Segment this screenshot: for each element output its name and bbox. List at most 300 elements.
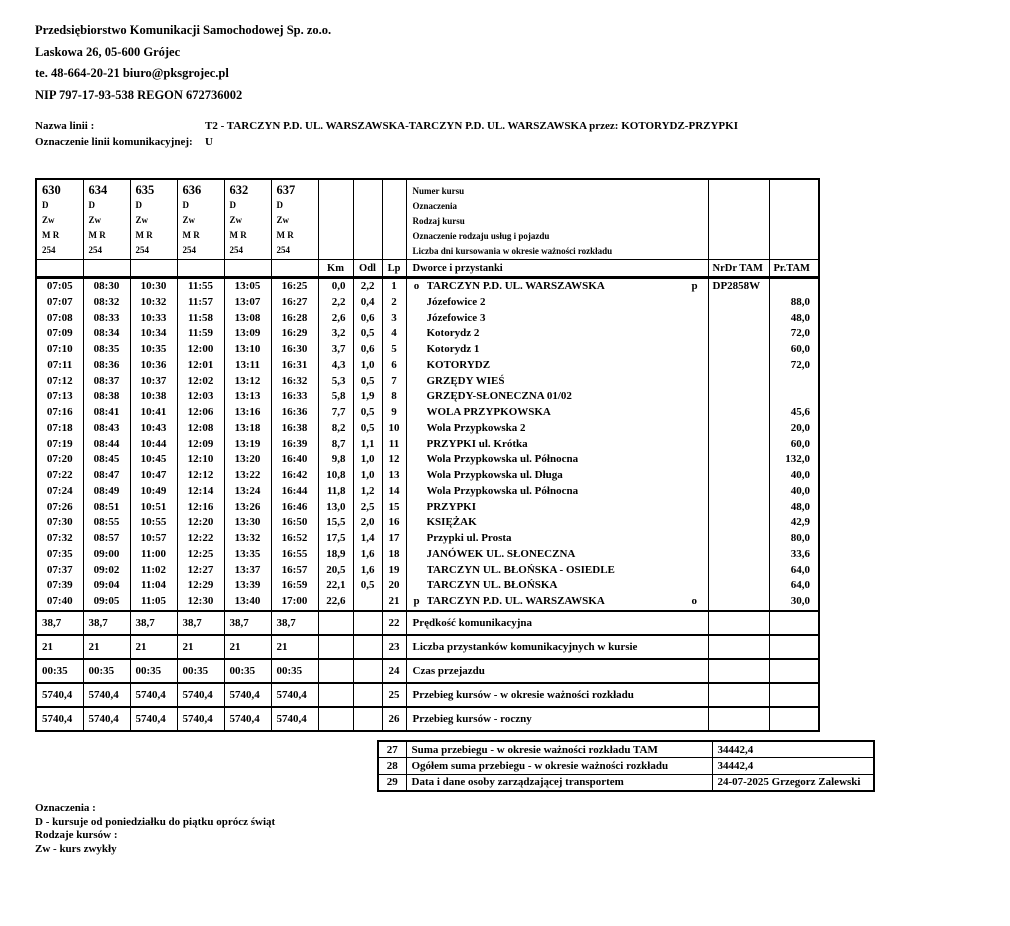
pr-cell: 132,0 (769, 452, 819, 468)
time-cell: 08:51 (83, 500, 130, 516)
table-row (36, 452, 819, 468)
totals-lp: 28 (378, 758, 406, 775)
pr-cell: 60,0 (769, 342, 819, 358)
summary-lp: 25 (382, 683, 406, 707)
lp-cell: 19 (382, 563, 406, 579)
time-cell: 10:32 (130, 295, 177, 311)
summary-value: 21 (177, 635, 224, 659)
odl-cell: 1,4 (353, 531, 382, 547)
header-label-line: Numer kursu (412, 186, 465, 196)
summary-value: 5740,4 (83, 683, 130, 707)
km-cell: 2,6 (318, 311, 353, 327)
summary-value: 38,7 (177, 611, 224, 635)
course-designation: D (229, 200, 236, 210)
table-row (36, 374, 819, 390)
pr-cell (769, 278, 819, 295)
table-row (36, 326, 819, 342)
summary-label: Przebieg kursów - w okresie ważności rozkładu (406, 683, 708, 707)
pr-cell: 64,0 (769, 578, 819, 594)
summary-value: 00:35 (271, 659, 318, 683)
course-number: 632 (229, 183, 249, 197)
station-name: TARCZYN P.D. UL. WARSZAWSKA (426, 595, 605, 607)
course-kind: Zw (135, 215, 149, 225)
time-cell: 13:18 (224, 421, 271, 437)
time-cell: 10:45 (130, 452, 177, 468)
time-cell: 13:35 (224, 547, 271, 563)
summary-value: 21 (271, 635, 318, 659)
summary-value: 38,7 (224, 611, 271, 635)
lp-cell: 3 (382, 311, 406, 327)
time-cell: 11:04 (130, 578, 177, 594)
time-cell: 12:12 (177, 468, 224, 484)
station-name: GRZĘDY-SŁONECZNA 01/02 (426, 390, 572, 403)
lp-cell: 9 (382, 405, 406, 421)
lp-cell: 16 (382, 515, 406, 531)
course-days-count: 254 (42, 245, 56, 255)
pr-cell: 42,9 (769, 515, 819, 531)
time-cell: 07:24 (36, 484, 83, 500)
course-designation: D (88, 200, 95, 210)
station-name: Kotorydz 2 (426, 327, 480, 340)
pr-cell: 30,0 (769, 594, 819, 611)
time-cell: 07:13 (36, 389, 83, 405)
station-cell (406, 295, 708, 311)
time-cell: 12:03 (177, 389, 224, 405)
station-name: PRZYPKI (426, 500, 476, 513)
time-cell: 07:35 (36, 547, 83, 563)
nrdr-cell (708, 515, 769, 531)
nrdr-cell (708, 374, 769, 390)
time-cell: 07:40 (36, 594, 83, 611)
km-cell: 8,2 (318, 421, 353, 437)
station-suffix-mark: o (691, 595, 697, 607)
table-row (36, 405, 819, 421)
summary-value: 00:35 (130, 659, 177, 683)
table-row (36, 484, 819, 500)
time-cell: 13:22 (224, 468, 271, 484)
header-label-line: Oznaczenie rodzaju usług i pojazdu (412, 231, 550, 241)
time-cell: 13:20 (224, 452, 271, 468)
legend-line: Oznaczenia : (35, 802, 96, 814)
nrdr-cell (708, 452, 769, 468)
km-cell: 4,3 (318, 358, 353, 374)
lp-cell: 15 (382, 500, 406, 516)
lp-cell: 14 (382, 484, 406, 500)
odl-cell: 1,0 (353, 452, 382, 468)
line-designation-value: U (205, 136, 213, 148)
timetable-header (36, 179, 819, 278)
station-cell (406, 326, 708, 342)
time-cell: 13:26 (224, 500, 271, 516)
course-days-count: 254 (182, 245, 196, 255)
course-header-cell (224, 179, 271, 260)
time-cell: 10:55 (130, 515, 177, 531)
course-header-cell (83, 179, 130, 260)
empty-header-odl (353, 179, 382, 260)
summary-value: 5740,4 (130, 683, 177, 707)
table-row (36, 295, 819, 311)
km-cell: 18,9 (318, 547, 353, 563)
line-name-label: Nazwa linii : (35, 120, 95, 132)
summary-value: 38,7 (83, 611, 130, 635)
summary-value: 21 (224, 635, 271, 659)
course-kind: Zw (88, 215, 102, 225)
legend-line: D - kursuje od poniedziałku do piątku oprócz świąt (35, 815, 276, 828)
nrdr-cell (708, 405, 769, 421)
time-cell: 08:43 (83, 421, 130, 437)
pr-cell: 80,0 (769, 531, 819, 547)
empty-header-lp (382, 179, 406, 260)
time-cell: 08:34 (83, 326, 130, 342)
course-number: 634 (88, 183, 108, 197)
pr-cell: 45,6 (769, 405, 819, 421)
column-header-pr: Pr.TAM (769, 260, 819, 278)
time-cell: 07:11 (36, 358, 83, 374)
station-name: GRZĘDY WIEŚ (426, 374, 505, 387)
summary-value: 00:35 (36, 659, 83, 683)
time-cell: 07:07 (36, 295, 83, 311)
nrdr-cell (708, 578, 769, 594)
table-row (36, 389, 819, 405)
empty-header-km (318, 179, 353, 260)
time-cell: 08:33 (83, 311, 130, 327)
time-cell: 12:09 (177, 437, 224, 453)
summary-value: 38,7 (130, 611, 177, 635)
lp-cell: 21 (382, 594, 406, 611)
time-cell: 10:41 (130, 405, 177, 421)
time-cell: 16:55 (271, 547, 318, 563)
pr-cell: 40,0 (769, 484, 819, 500)
time-cell: 11:02 (130, 563, 177, 579)
time-cell: 11:58 (177, 311, 224, 327)
time-cell: 12:08 (177, 421, 224, 437)
table-row (36, 500, 819, 516)
time-cell: 09:00 (83, 547, 130, 563)
column-header-stations: Dworce i przystanki (406, 260, 708, 278)
time-cell: 09:04 (83, 578, 130, 594)
lp-cell: 6 (382, 358, 406, 374)
time-cell: 08:49 (83, 484, 130, 500)
time-cell: 13:12 (224, 374, 271, 390)
time-cell: 09:02 (83, 563, 130, 579)
totals-table (377, 740, 875, 792)
station-prefix-mark: o (413, 280, 420, 292)
table-row (36, 311, 819, 327)
table-row (36, 421, 819, 437)
time-cell: 16:59 (271, 578, 318, 594)
time-cell: 07:26 (36, 500, 83, 516)
station-cell (406, 563, 708, 579)
time-cell: 08:36 (83, 358, 130, 374)
column-header-odl: Odl (353, 260, 382, 278)
lp-cell: 1 (382, 278, 406, 295)
time-cell: 12:10 (177, 452, 224, 468)
time-cell: 07:10 (36, 342, 83, 358)
time-cell: 16:30 (271, 342, 318, 358)
time-cell: 16:31 (271, 358, 318, 374)
time-cell: 07:37 (36, 563, 83, 579)
course-designation: D (42, 200, 49, 210)
totals-label: Data i dane osoby zarządzającej transportem (406, 774, 712, 791)
course-kind: Zw (276, 215, 290, 225)
station-name: Wola Przypkowska ul. Północna (426, 484, 579, 497)
time-cell: 12:27 (177, 563, 224, 579)
company-contact: te. 48-664-20-21 biuro@pksgrojec.pl (35, 66, 229, 81)
company-ids: NIP 797-17-93-538 REGON 672736002 (35, 88, 243, 103)
station-name: Józefowice 2 (426, 295, 486, 308)
nrdr-cell (708, 295, 769, 311)
time-cell: 12:22 (177, 531, 224, 547)
time-cell: 16:39 (271, 437, 318, 453)
empty-header-nrdr (708, 179, 769, 260)
time-cell: 07:32 (36, 531, 83, 547)
column-header-nrdr: NrDr TAM (708, 260, 769, 278)
time-cell: 11:05 (130, 594, 177, 611)
odl-cell: 1,0 (353, 358, 382, 374)
table-row (36, 531, 819, 547)
lp-cell: 4 (382, 326, 406, 342)
time-cell: 07:39 (36, 578, 83, 594)
summary-lp: 26 (382, 707, 406, 731)
time-cell: 13:37 (224, 563, 271, 579)
nrdr-cell (708, 531, 769, 547)
course-service-mark: M R (42, 230, 60, 240)
summary-label: Liczba przystanków komunikacyjnych w kursie (406, 635, 708, 659)
km-cell: 9,8 (318, 452, 353, 468)
station-cell (406, 578, 708, 594)
time-cell: 08:57 (83, 531, 130, 547)
course-header-cell (130, 179, 177, 260)
header-labels-cell (406, 179, 708, 260)
summary-lp: 22 (382, 611, 406, 635)
nrdr-cell (708, 342, 769, 358)
totals-value: 24-07-2025 Grzegorz Zalewski (712, 774, 874, 791)
summary-lp: 23 (382, 635, 406, 659)
table-row (36, 594, 819, 611)
time-cell: 13:40 (224, 594, 271, 611)
time-cell: 10:38 (130, 389, 177, 405)
empty-header-pr (769, 179, 819, 260)
odl-cell: 2,0 (353, 515, 382, 531)
timetable-table (35, 178, 820, 732)
nrdr-cell (708, 311, 769, 327)
km-cell: 2,2 (318, 295, 353, 311)
time-cell: 08:30 (83, 278, 130, 295)
time-cell: 10:43 (130, 421, 177, 437)
time-cell: 10:51 (130, 500, 177, 516)
lp-cell: 5 (382, 342, 406, 358)
time-cell: 13:09 (224, 326, 271, 342)
totals-lp: 27 (378, 741, 406, 758)
summary-lp: 24 (382, 659, 406, 683)
odl-cell: 0,5 (353, 578, 382, 594)
summary-value: 00:35 (177, 659, 224, 683)
nrdr-cell (708, 358, 769, 374)
station-cell (406, 500, 708, 516)
totals-label: Ogółem suma przebiegu - w okresie ważności rozkładu (406, 758, 712, 775)
course-designation: D (135, 200, 142, 210)
course-kind: Zw (182, 215, 196, 225)
time-cell: 16:27 (271, 295, 318, 311)
time-cell: 07:30 (36, 515, 83, 531)
time-cell: 12:00 (177, 342, 224, 358)
summary-value: 5740,4 (177, 707, 224, 731)
time-cell: 13:30 (224, 515, 271, 531)
nrdr-cell: DP2858W (708, 278, 769, 295)
station-name: KOTORYDZ (426, 358, 491, 371)
nrdr-cell (708, 594, 769, 611)
station-name: Przypki ul. Prosta (426, 532, 512, 544)
km-cell: 5,8 (318, 389, 353, 405)
course-service-mark: M R (182, 230, 200, 240)
totals-row (378, 741, 874, 758)
odl-cell: 0,5 (353, 405, 382, 421)
nrdr-cell (708, 484, 769, 500)
totals-lp: 29 (378, 774, 406, 791)
pr-cell: 48,0 (769, 311, 819, 327)
time-cell: 07:12 (36, 374, 83, 390)
time-cell: 08:45 (83, 452, 130, 468)
station-cell (406, 421, 708, 437)
nrdr-cell (708, 500, 769, 516)
company-address: Laskowa 26, 05-600 Grójec (35, 44, 181, 59)
column-header-row (36, 260, 819, 278)
table-row (36, 547, 819, 563)
company-header (35, 20, 331, 107)
time-cell: 08:32 (83, 295, 130, 311)
lp-cell: 2 (382, 295, 406, 311)
pr-cell: 72,0 (769, 326, 819, 342)
totals-value: 34442,4 (712, 758, 874, 775)
course-service-mark: M R (88, 230, 106, 240)
time-cell: 07:22 (36, 468, 83, 484)
odl-cell: 0,4 (353, 295, 382, 311)
time-cell: 12:01 (177, 358, 224, 374)
summary-value: 21 (36, 635, 83, 659)
lp-cell: 7 (382, 374, 406, 390)
course-header-row (36, 179, 819, 260)
time-cell: 13:07 (224, 295, 271, 311)
km-cell: 3,7 (318, 342, 353, 358)
summary-value: 5740,4 (271, 683, 318, 707)
summary-label: Przebieg kursów - roczny (406, 707, 708, 731)
summary-value: 38,7 (271, 611, 318, 635)
table-row (36, 578, 819, 594)
summary-row (36, 707, 819, 731)
lp-cell: 13 (382, 468, 406, 484)
course-days-count: 254 (135, 245, 149, 255)
course-days-count: 254 (229, 245, 243, 255)
station-cell (406, 452, 708, 468)
pr-cell (769, 374, 819, 390)
odl-cell: 0,6 (353, 342, 382, 358)
time-cell: 16:42 (271, 468, 318, 484)
time-cell: 13:32 (224, 531, 271, 547)
km-cell: 5,3 (318, 374, 353, 390)
time-cell: 11:57 (177, 295, 224, 311)
lp-cell: 12 (382, 452, 406, 468)
course-kind: Zw (42, 215, 55, 225)
course-days-count: 254 (88, 245, 102, 255)
station-suffix-mark: p (691, 280, 698, 292)
station-cell (406, 311, 708, 327)
station-name: TARCZYN UL. BŁOŃSKA (426, 579, 558, 592)
station-cell (406, 437, 708, 453)
line-info (35, 118, 738, 150)
table-row (36, 563, 819, 579)
station-name: KSIĘŻAK (426, 516, 477, 529)
nrdr-cell (708, 547, 769, 563)
time-cell: 13:16 (224, 405, 271, 421)
time-cell: 16:36 (271, 405, 318, 421)
summary-value: 5740,4 (83, 707, 130, 731)
station-name: Wola Przypkowska ul. Północna (426, 453, 579, 466)
course-number: 637 (276, 183, 296, 197)
company-name: Przedsiębiorstwo Komunikacji Samochodowej Sp. zo.o. (35, 23, 332, 37)
course-service-mark: M R (276, 230, 294, 240)
time-cell: 10:44 (130, 437, 177, 453)
time-cell: 09:05 (83, 594, 130, 611)
time-cell: 17:00 (271, 594, 318, 611)
station-cell (406, 405, 708, 421)
odl-cell: 0,5 (353, 374, 382, 390)
table-row (36, 358, 819, 374)
summary-value: 5740,4 (36, 707, 83, 731)
course-number: 636 (182, 183, 202, 197)
summary-value: 5740,4 (224, 707, 271, 731)
nrdr-cell (708, 326, 769, 342)
odl-cell: 1,2 (353, 484, 382, 500)
time-cell: 07:16 (36, 405, 83, 421)
odl-cell: 0,6 (353, 311, 382, 327)
odl-cell: 1,0 (353, 468, 382, 484)
time-cell: 13:10 (224, 342, 271, 358)
station-name: JANÓWEK UL. SŁONECZNA (426, 547, 576, 560)
time-cell: 12:25 (177, 547, 224, 563)
totals-body (378, 741, 874, 791)
km-cell: 0,0 (318, 278, 353, 295)
time-cell: 16:32 (271, 374, 318, 390)
time-cell: 16:33 (271, 389, 318, 405)
summary-row (36, 659, 819, 683)
station-name: Kotorydz 1 (426, 343, 480, 355)
summary-row (36, 635, 819, 659)
time-cell: 13:39 (224, 578, 271, 594)
summary-value: 5740,4 (271, 707, 318, 731)
km-cell: 13,0 (318, 500, 353, 516)
station-cell (406, 358, 708, 374)
course-service-mark: M R (135, 230, 153, 240)
nrdr-cell (708, 468, 769, 484)
time-cell: 13:24 (224, 484, 271, 500)
legend (35, 802, 275, 856)
table-row (36, 468, 819, 484)
summary-value: 5740,4 (224, 683, 271, 707)
timetable-body (36, 278, 819, 611)
nrdr-cell (708, 421, 769, 437)
station-name: Józefowice 3 (426, 311, 486, 324)
station-name: WOLA PRZYPKOWSKA (426, 406, 551, 418)
km-cell: 20,5 (318, 563, 353, 579)
timetable-summary (36, 611, 819, 731)
totals-row (378, 758, 874, 775)
time-cell: 13:08 (224, 311, 271, 327)
course-header-cell (36, 179, 83, 260)
nrdr-cell (708, 437, 769, 453)
course-header-cell (271, 179, 318, 260)
time-cell: 07:09 (36, 326, 83, 342)
table-row (36, 342, 819, 358)
